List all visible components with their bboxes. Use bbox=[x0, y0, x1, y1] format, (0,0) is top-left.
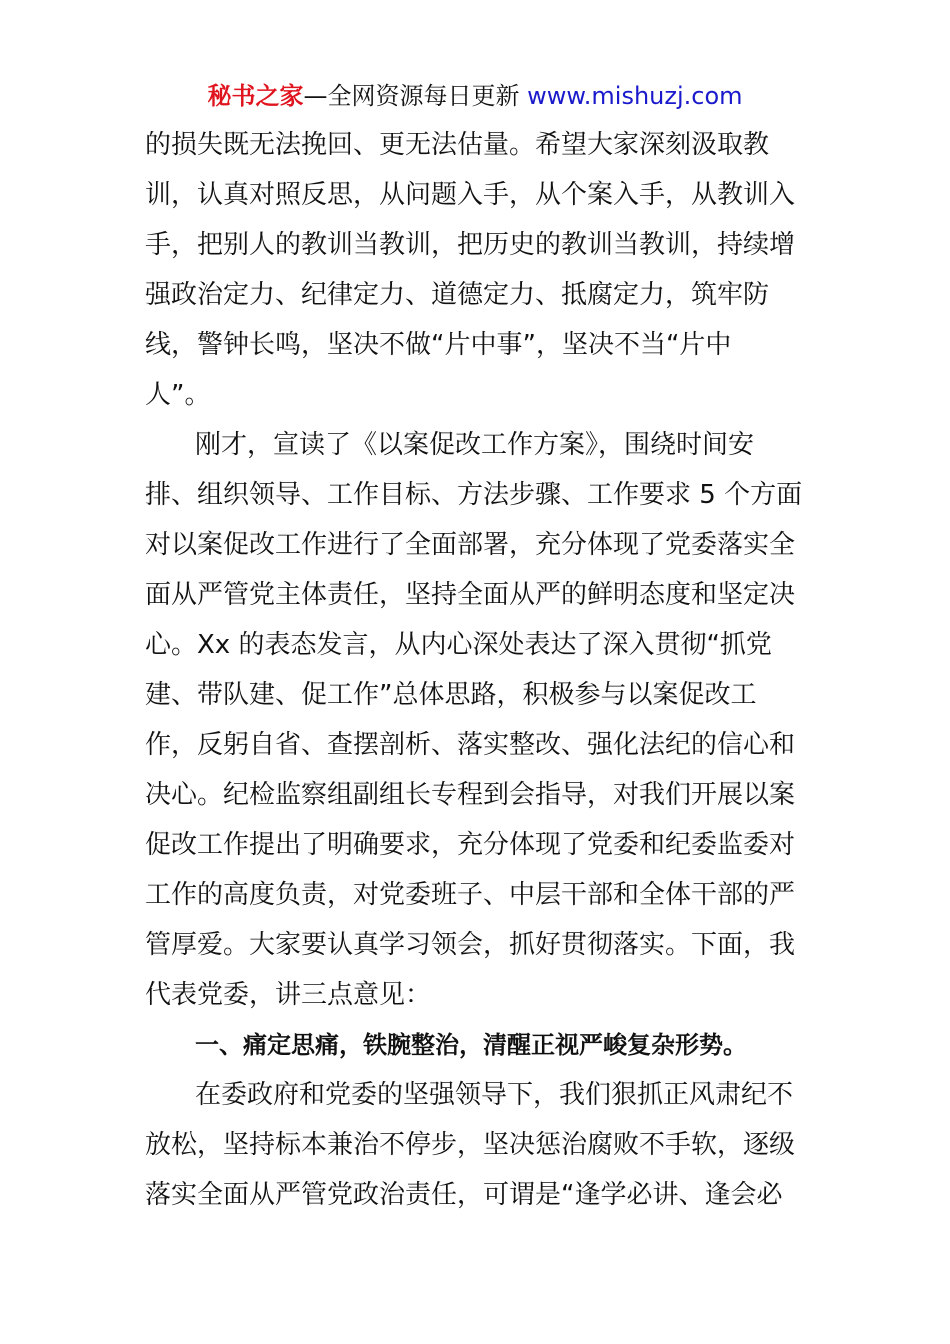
site-brand: 秘书之家 bbox=[207, 82, 304, 110]
site-header bbox=[0, 80, 950, 112]
site-url-link[interactable]: www.mishuzj.com bbox=[527, 82, 743, 110]
site-tagline: —全网资源每日更新 bbox=[303, 82, 520, 110]
